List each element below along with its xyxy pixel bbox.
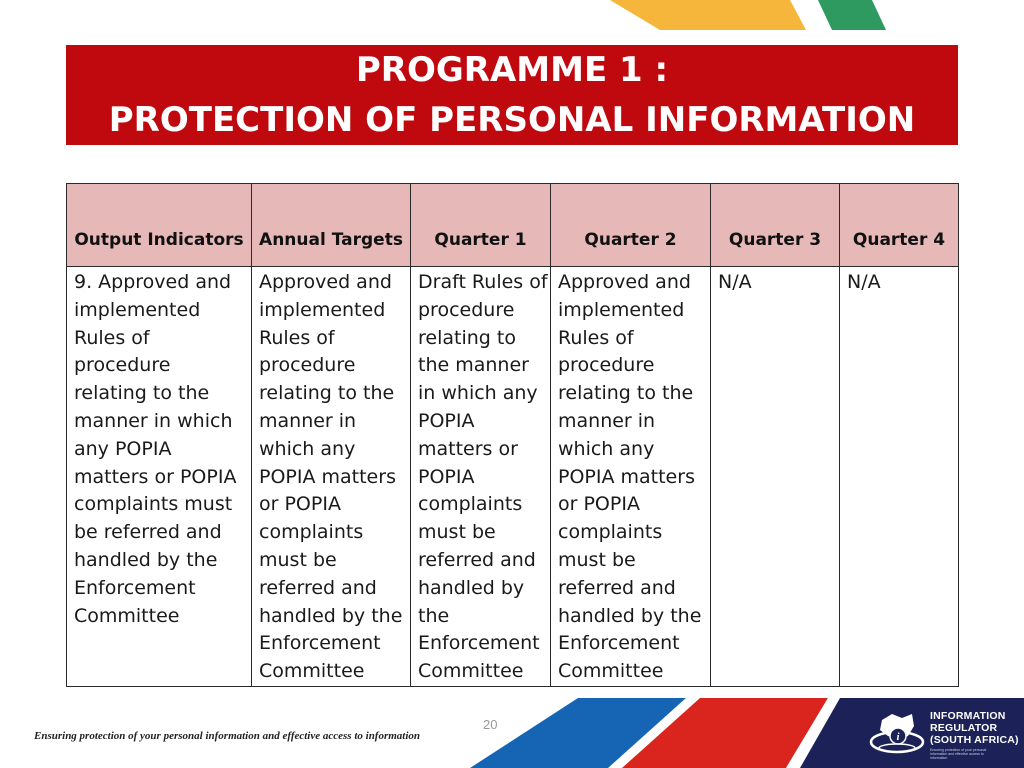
cell-quarter-1: Draft Rules of procedure relating to the manner in which any POPIA matters or POPIA complaints must be referred and handled by the Enforcement Committee [411,267,551,687]
logo-wordmark [930,710,1019,746]
cell-quarter-3: N/A [711,267,840,687]
title-line-2: PROTECTION OF PERSONAL INFORMATION [108,100,916,140]
page-number: 20 [483,717,498,732]
footer-tagline: Ensuring protection of your personal information and effective access to information [34,730,421,742]
yellow-stripe [610,0,806,30]
header-annual-targets: Annual Targets [252,184,411,267]
logo-line-1: INFORMATION [930,710,1006,722]
header-quarter-1: Quarter 1 [411,184,551,267]
green-stripe [818,0,886,30]
targets-table [66,183,959,687]
cell-annual-target: Approved and implemented Rules of procedure relating to the manner in which any POPIA matters or POPIA complaints must be referred and handled by the Enforcement Committee [252,267,411,687]
header-quarter-4: Quarter 4 [840,184,959,267]
header-quarter-3: Quarter 3 [711,184,840,267]
logo-line-2: REGULATOR [930,722,998,734]
title-line-1: PROGRAMME 1 : [355,50,669,90]
cell-output-indicator: 9. Approved and implemented Rules of procedure relating to the manner in which any POPIA matters or POPIA complaints must be referred and handled by the Enforcement Committee [67,267,252,687]
top-decorative-stripes [0,0,1024,40]
title-banner [66,45,958,145]
cell-quarter-2: Approved and implemented Rules of procedure relating to the manner in which any POPIA matters or POPIA complaints must be referred and handled by the Enforcement Committee [551,267,711,687]
information-regulator-logo [862,700,1024,768]
header-quarter-2: Quarter 2 [551,184,711,267]
logo-subtext: Ensuring protection of your personal information and effective access to information [930,748,987,760]
table-header-row [67,184,959,267]
logo-line-3: (SOUTH AFRICA) [930,734,1019,746]
regulator-emblem-icon [868,710,926,760]
svg-text:i: i [896,731,900,743]
table-row [67,267,959,687]
cell-quarter-4: N/A [840,267,959,687]
header-output-indicators: Output Indicators [67,184,252,267]
